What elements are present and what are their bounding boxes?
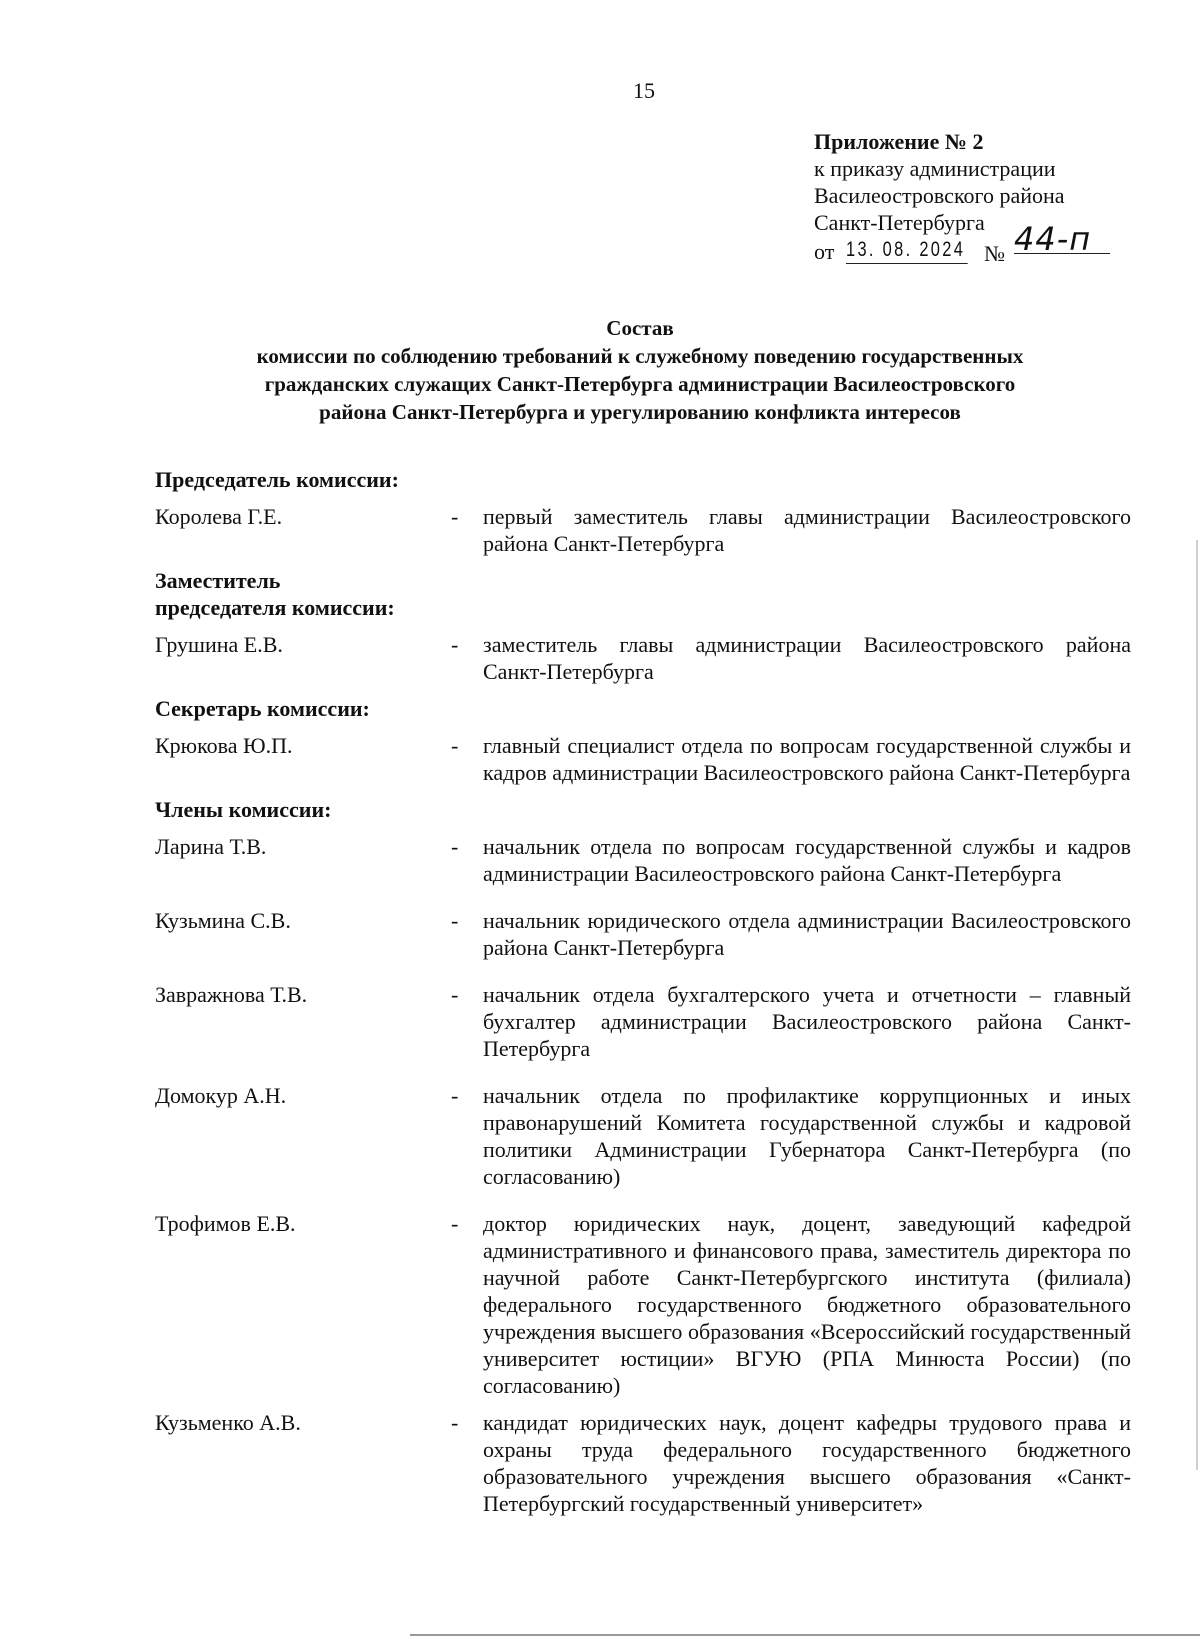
heading-line-2: гражданских служащих Санкт-Петербурга администрации Василеостровского [264, 372, 1016, 396]
appendix-line-2: Василеостровского района [814, 183, 1065, 208]
role-secretary: Секретарь комиссии: [155, 696, 370, 721]
scan-bottom-line [410, 1634, 1200, 1636]
order-number: 44-п [1014, 226, 1110, 254]
member-name: Трофимов Е.В. [155, 1211, 296, 1236]
member-item [155, 1409, 1131, 1517]
number-prefix: № [984, 241, 1005, 266]
appendix-block [814, 128, 1092, 266]
member-desc: начальник отдела бухгалтерского учета и отчетности – главный бухгалтер администрации Василеостровского района Санкт-Петербурга [483, 982, 1131, 1061]
member-name: Кузьменко А.В. [155, 1410, 301, 1435]
member-chair [155, 503, 1131, 557]
role-deputy-line-1: Заместитель [155, 568, 281, 593]
appendix-line-3: Санкт-Петербурга [814, 210, 985, 235]
member-desc: первый заместитель главы администрации Василеостровского района Санкт-Петербурга [483, 504, 1131, 556]
member-desc: начальник отдела по вопросам государственной службы и кадров администрации Василеостровского района Санкт-Петербурга [483, 834, 1131, 886]
member-name: Кузьмина С.В. [155, 908, 291, 933]
role-members: Члены комиссии: [155, 797, 332, 822]
member-item [155, 981, 1131, 1062]
dash: - [451, 908, 459, 933]
member-desc: начальник отдела по профилактике коррупционных и иных правонарушений Комитета государственной службы и кадровой политики Администрации Губернатора Санкт-Петербурга (по согласованию) [483, 1083, 1131, 1189]
page-number: 15 [633, 78, 655, 103]
order-date: 13. 08. 2024 [846, 236, 968, 264]
heading-line-3: района Санкт-Петербурга и урегулированию конфликта интересов [319, 400, 961, 424]
dash: - [451, 834, 459, 859]
dash: - [451, 1083, 459, 1108]
dash: - [451, 1211, 459, 1236]
document-heading [130, 314, 1150, 426]
member-name: Ларина Т.В. [155, 834, 267, 859]
member-name: Домокур А.Н. [155, 1083, 287, 1108]
role-deputy-line-2: председателя комиссии: [155, 595, 395, 620]
dash: - [451, 982, 459, 1007]
member-secretary [155, 732, 1131, 786]
appendix-line-1: к приказу администрации [814, 156, 1056, 181]
member-item [155, 907, 1131, 961]
scan-edge-line [1196, 540, 1198, 1470]
member-desc: кандидат юридических наук, доцент кафедры трудового права и охраны труда федерального государственного бюджетного образовательного учреждения высшего образования «Санкт-Петербургский государственный университет» [483, 1410, 1131, 1516]
member-name: Грушина Е.В. [155, 632, 283, 657]
member-desc: заместитель главы администрации Василеостровского района Санкт-Петербурга [483, 632, 1131, 684]
dash: - [451, 632, 459, 657]
role-deputy [155, 567, 1131, 621]
member-item [155, 1210, 1131, 1399]
dash: - [451, 733, 459, 758]
heading-line-1: комиссии по соблюдению требований к служебному поведению государственных [256, 344, 1024, 368]
member-desc: начальник юридического отдела администрации Василеостровского района Санкт-Петербурга [483, 908, 1131, 960]
member-desc: доктор юридических наук, доцент, заведующий кафедрой административного и финансового права, заместитель директора по научной работе Санкт-Петербургского института (филиала) федерального государственного бюджетного образовательного учреждения высшего образования «Всероссийский государственный университет юстиции» ВГУЮ (РПА Минюста России) (по согласованию) [483, 1211, 1131, 1398]
member-name: Завражнова Т.В. [155, 982, 308, 1007]
member-item [155, 1082, 1131, 1190]
dash: - [451, 504, 459, 529]
appendix-title: Приложение № 2 [814, 129, 984, 154]
role-chair: Председатель комиссии: [155, 467, 399, 492]
dash: - [451, 1410, 459, 1435]
member-desc: главный специалист отдела по вопросам государственной службы и кадров администрации Василеостровского района Санкт-Петербурга [483, 733, 1131, 785]
member-name: Крюкова Ю.П. [155, 733, 293, 758]
commission-list [155, 466, 1131, 1527]
member-name: Королева Г.Е. [155, 504, 283, 529]
heading-title: Состав [606, 316, 674, 340]
member-deputy [155, 631, 1131, 685]
date-prefix: от [814, 239, 835, 264]
member-item [155, 833, 1131, 887]
